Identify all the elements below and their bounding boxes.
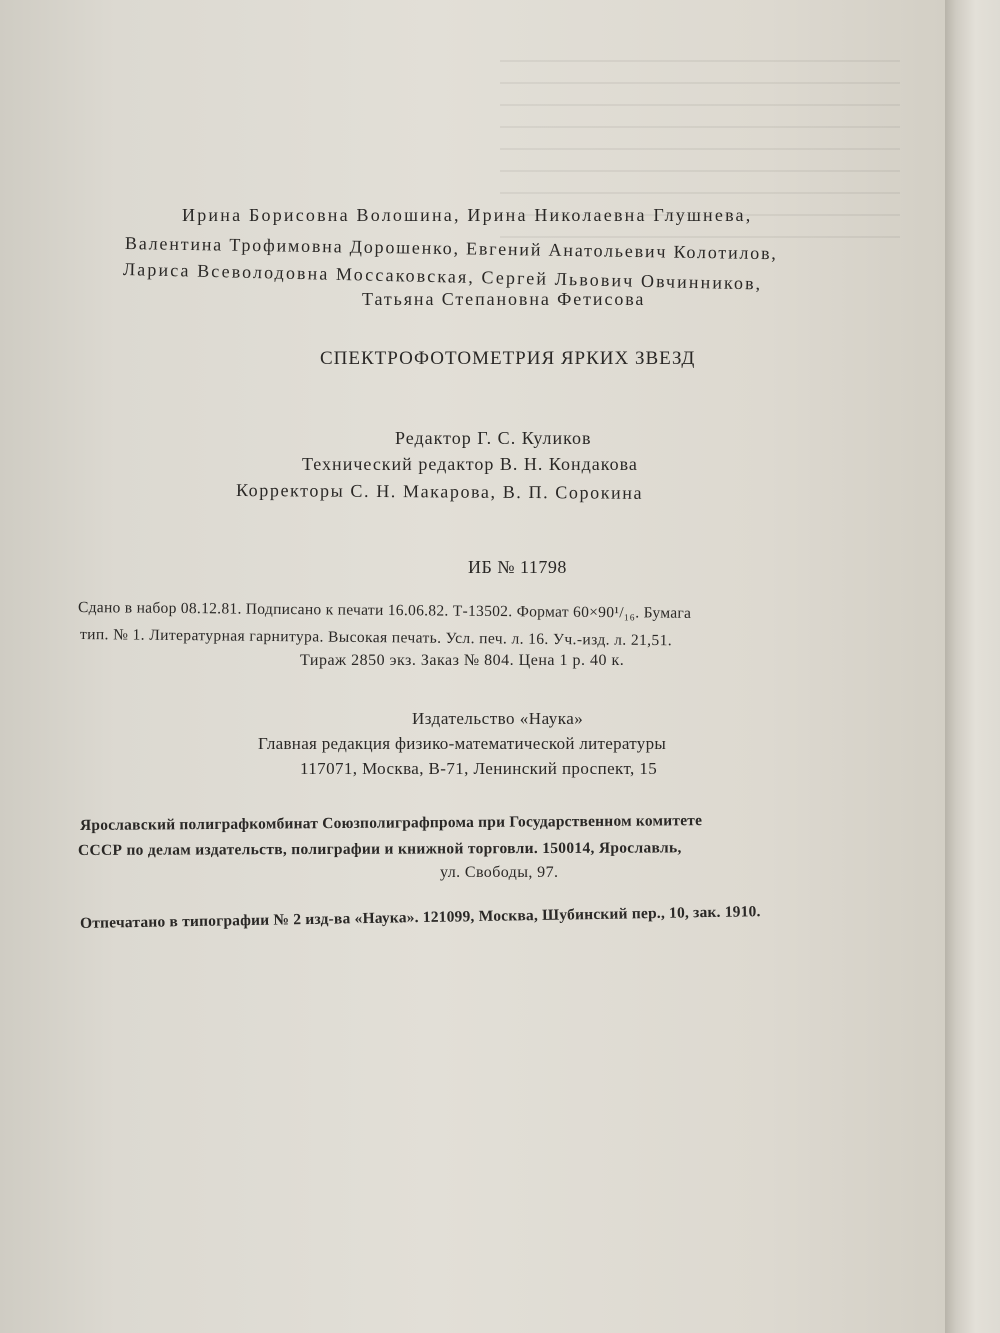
editor: Редактор Г. С. Куликов bbox=[395, 428, 592, 448]
page-edge bbox=[945, 0, 1000, 1333]
technical-editor: Технический редактор В. Н. Кондакова bbox=[302, 454, 638, 474]
authors-line-4: Татьяна Степановна Фетисова bbox=[362, 289, 646, 309]
authors-line-1: Ирина Борисовна Волошина, Ирина Николаевна Глушнева, bbox=[182, 205, 753, 225]
proofreaders: Корректоры С. Н. Макарова, В. П. Сорокина bbox=[235, 480, 644, 503]
print-info-line-3: Тираж 2850 экз. Заказ № 804. Цена 1 р. 40 к. bbox=[300, 652, 625, 669]
print-info-line-1: Сдано в набор 08.12.81. Подписано к печати 16.06.82. Т-13502. Формат 60×90¹/₁₆. Бумага bbox=[77, 599, 692, 622]
book-title: СПЕКТРОФОТОМЕТРИЯ ЯРКИХ ЗВЕЗД bbox=[320, 348, 696, 369]
publisher-name: Издательство «Наука» bbox=[412, 709, 584, 728]
printer-line-3: ул. Свободы, 97. bbox=[440, 864, 559, 881]
publisher-division: Главная редакция физико-математической литературы bbox=[258, 734, 667, 753]
ib-number: ИБ № 11798 bbox=[468, 557, 567, 577]
printer-line-1: Ярославский полиграфкомбинат Союзполиграфпрома при Государственном комитете bbox=[79, 812, 703, 834]
print-info-line-2: тип. № 1. Литературная гарнитура. Высокая печать. Усл. печ. л. 16. Уч.-изд. л. 21,51. bbox=[79, 626, 673, 650]
printer-line-2: СССР по делам издательств, полиграфии и книжной торговли. 150014, Ярославль, bbox=[77, 839, 682, 859]
authors-line-3: Лариса Всеволодовна Моссаковская, Сергей Львович Овчинников, bbox=[122, 259, 763, 294]
publisher-address: 117071, Москва, В-71, Ленинский проспект, 15 bbox=[300, 759, 658, 778]
authors-line-2: Валентина Трофимовна Дорошенко, Евгений Анатольевич Колотилов, bbox=[124, 233, 778, 264]
printed-at: Отпечатано в типографии № 2 изд-ва «Наука». 121099, Москва, Шубинский пер., 10, зак. 1910. bbox=[79, 903, 761, 932]
